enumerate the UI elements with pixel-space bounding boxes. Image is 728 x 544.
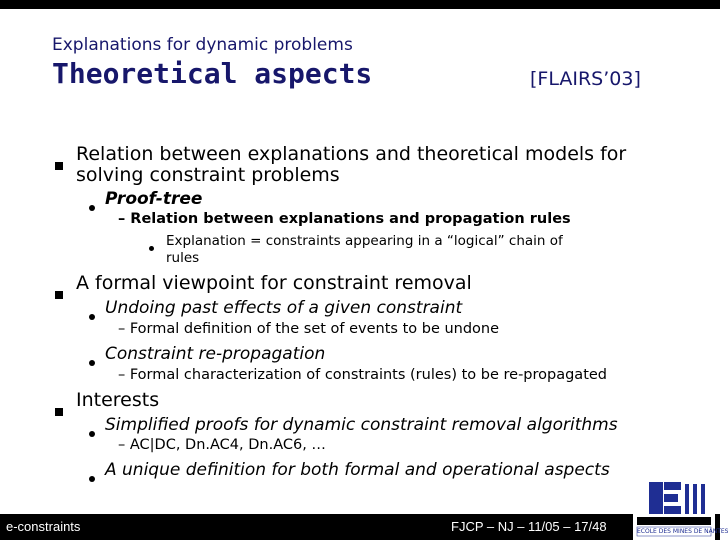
detail-algorithms: – AC|DC, Dn.AC4, Dn.AC6, …	[118, 437, 326, 453]
bullet-marker	[55, 153, 63, 175]
footer-project-name: e-constraints	[6, 519, 81, 534]
detail-explanation-line2: rules	[166, 250, 200, 266]
bullet-relation-line1: Relation between explanations and theoretical models for	[76, 143, 627, 165]
sub-bullet-proof-tree: Proof-tree	[105, 189, 203, 209]
sub-bullet-marker	[89, 196, 95, 216]
detail-formal-definition: – Formal definition of the set of events to be undone	[118, 321, 500, 337]
slide-title: Theoretical aspects	[52, 57, 373, 90]
bottom-bar	[0, 514, 728, 540]
detail-explanation-line1: Explanation = constraints appearing in a “logical” chain of	[166, 233, 563, 249]
sub-bullet-undoing: Undoing past effects of a given constraint	[105, 298, 463, 318]
detail-formal-characterization: – Formal characterization of constraints (rules) to be re-propagated	[118, 367, 608, 383]
sub-bullet-repropagation: Constraint re-propagation	[105, 344, 326, 364]
sub-bullet-marker	[89, 351, 95, 371]
sub-bullet-marker	[89, 467, 95, 487]
sub-bullet-marker	[89, 305, 95, 325]
bullet-relation-line2: solving constraint problems	[76, 164, 340, 186]
detail-relation-rules: – Relation between explanations and propagation rules	[118, 211, 571, 227]
sub-bullet-marker	[89, 422, 95, 442]
slide-subtitle: Explanations for dynamic problems	[52, 35, 353, 55]
sub-bullet-simplified-proofs: Simplified proofs for dynamic constraint removal algorithms	[105, 415, 618, 435]
bullet-marker	[55, 399, 63, 421]
bullet-marker	[55, 282, 63, 304]
logo-text: ECOLE DES MINES DE NANTES	[637, 528, 728, 535]
reference-citation: [FLAIRS’03]	[530, 68, 641, 90]
bullet-formal-viewpoint: A formal viewpoint for constraint removal	[76, 272, 472, 294]
footer-slide-info: FJCP – NJ – 11/05 – 17/48	[451, 519, 607, 534]
detail-marker	[149, 239, 154, 255]
sub-bullet-unique-definition: A unique definition for both formal and operational aspects	[105, 460, 610, 480]
school-logo	[633, 480, 728, 540]
bullet-interests: Interests	[76, 389, 160, 411]
top-bar	[0, 0, 720, 9]
